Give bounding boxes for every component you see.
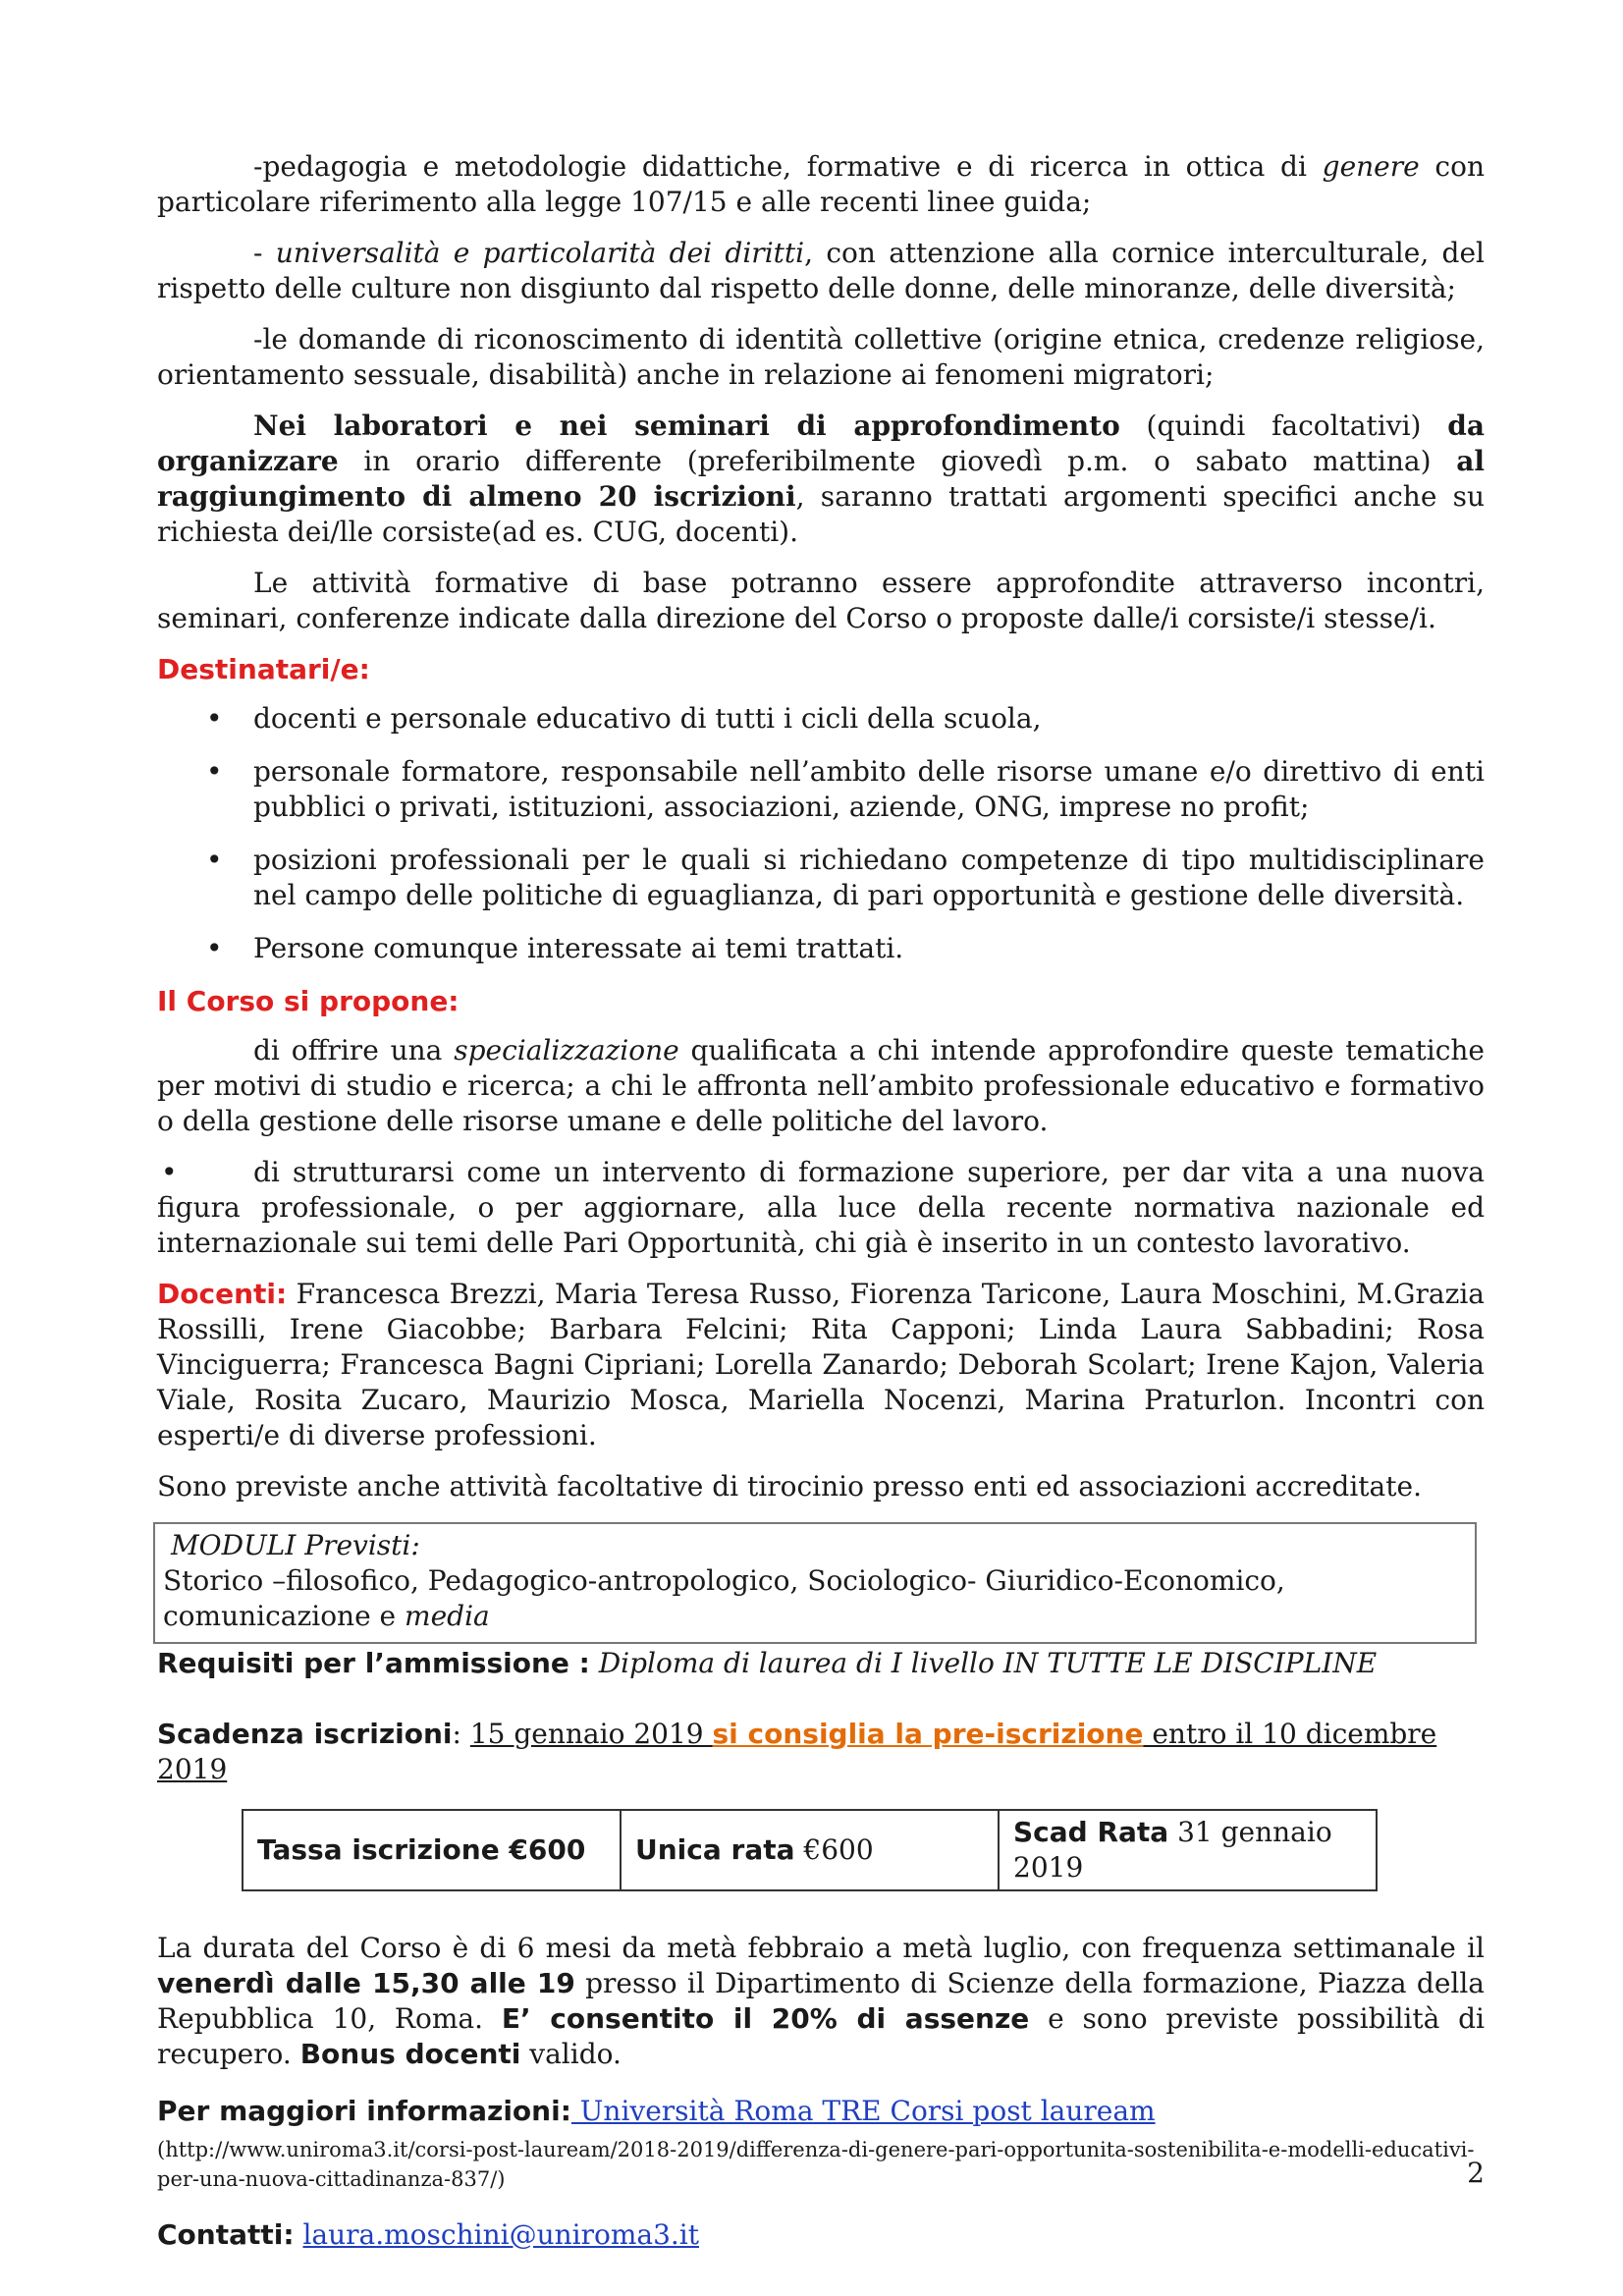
list-item-text: Persone comunque interessate ai temi trattati. — [253, 932, 904, 964]
paragraph-propone-2 — [157, 1155, 1485, 1261]
list-item — [157, 754, 1485, 825]
paragraph-diritti — [157, 236, 1485, 306]
text: e sono previste possibilità di recupero. — [157, 2002, 1486, 2070]
table-row — [243, 1810, 1377, 1890]
contatti-line — [157, 2217, 1485, 2253]
text: , con attenzione alla cornice interculturale, del rispetto delle culture non disgiunto dal rispetto delle donne, delle minoranze, delle diversità; — [157, 237, 1485, 304]
text-italic: genere — [1322, 150, 1420, 183]
moduli-title: MODULI Previsti: — [171, 1529, 420, 1561]
fee-label: Tassa iscrizione €600 — [257, 1833, 586, 1866]
bullet-icon: • — [206, 932, 223, 964]
text: qualificata a chi intende approfondire queste tematiche per motivi di studio e ricerca; a chi le affronta nell’ambito professionale educativo e formativo o della gestione delle risorse umane e delle politiche del lavoro. — [157, 1034, 1485, 1137]
text: in orario differente (preferibilmente giovedì p.m. o sabato mattina) — [338, 445, 1457, 477]
text: di offrire una — [253, 1034, 455, 1066]
document-page — [157, 149, 1485, 2253]
scadenza-label: Scadenza iscrizioni — [157, 1718, 453, 1750]
bullet-icon: • — [206, 702, 223, 735]
bullet-icon: • — [206, 755, 223, 788]
text: : — [452, 1718, 470, 1750]
paragraph-attivita: Le attività formative di base potranno essere approfondite attraverso incontri, seminari, conferenze indicate dalla direzione del Corso o proposte dalle/i corsiste/i stesse/i. — [157, 567, 1485, 634]
text-italic: specializzazione — [454, 1034, 679, 1066]
fee-value: 31 gennaio 2019 — [1013, 1816, 1332, 1884]
paragraph-docenti — [157, 1277, 1485, 1453]
bullet-icon: • — [161, 1156, 178, 1188]
fees-table — [242, 1809, 1378, 1891]
text: La durata del Corso è di 6 mesi da metà febbraio a metà luglio, con frequenza settimanale il — [157, 1932, 1485, 1964]
requisiti-label: Requisiti per l’ammissione : — [157, 1647, 590, 1679]
info-line — [157, 2094, 1485, 2129]
list-item — [157, 931, 1485, 966]
fee-label: Scad Rata — [1013, 1816, 1169, 1848]
text: (quindi facoltativi) — [1119, 410, 1448, 442]
scadenza-line — [157, 1717, 1485, 1787]
fee-cell-rata — [621, 1810, 999, 1890]
list-item-text: posizioni professionali per le quali si richiedano competenze di tipo multidisciplinare nel campo delle politiche di eguaglianza, di pari opportunità e gestione delle diversità. — [253, 844, 1485, 911]
requisiti-line — [157, 1646, 1485, 1681]
text: , saranno trattati argomenti specifici anche su richiesta dei/lle corsiste(ad es. CUG, docenti). — [157, 480, 1485, 548]
text: con particolare riferimento alla legge 107/15 e alle recenti linee guida; — [157, 150, 1485, 218]
list-item — [157, 701, 1485, 737]
paragraph-pedagogia — [157, 149, 1485, 220]
paragraph-durata — [157, 1931, 1485, 2072]
paragraph-tirocinio: Sono previste anche attività facoltative di tirocinio presso enti ed associazioni accreditate. — [157, 1470, 1422, 1503]
list-item-text: personale formatore, responsabile nell’ambito delle risorse umane e/o direttivo di enti pubblici o privati, istituzioni, associazioni, aziende, ONG, imprese no profit; — [253, 755, 1485, 823]
text-italic: media — [405, 1600, 490, 1632]
list-item-text: docenti e personale educativo di tutti i cicli della scuola, — [253, 702, 1042, 735]
fee-cell-scadenza — [999, 1810, 1377, 1890]
text: - — [253, 237, 276, 269]
paragraph-laboratori — [157, 409, 1485, 550]
text: valido. — [520, 2038, 622, 2070]
scadenza-rest: entro il 10 dicembre 2019 — [157, 1718, 1437, 1785]
fee-value: €600 — [794, 1833, 874, 1866]
heading-destinatari: Destinatari/e: — [157, 653, 370, 685]
text-bold: venerdì dalle 15,30 alle 19 — [157, 1967, 575, 1999]
text-bold: al raggiungimento di almeno 20 iscrizioni — [157, 445, 1485, 513]
paragraph-identita: -le domande di riconoscimento di identità collettive (origine etnica, credenze religiose, orientamento sessuale, disabilità) anche in relazione ai fenomeni migratori; — [157, 323, 1485, 391]
info-url: (http://www.uniroma3.it/corsi-post-lauream/2018-2019/differenza-di-genere-pari-opportunita-sostenibilita-e-modelli-educativi-per-una-nuova-cittadinanza-837/) — [157, 2138, 1475, 2191]
bullet-icon: • — [206, 844, 223, 876]
destinatari-list — [157, 701, 1485, 966]
paragraph-propone-1 — [157, 1033, 1485, 1139]
moduli-box — [153, 1522, 1477, 1644]
moduli-text — [163, 1563, 1465, 1634]
docenti-label: Docenti: — [157, 1278, 288, 1310]
info-link[interactable]: Università Roma TRE Corsi post lauream — [570, 2095, 1156, 2127]
heading-propone: Il Corso si propone: — [157, 985, 460, 1017]
fee-cell-tassa — [243, 1810, 621, 1890]
scadenza-advice: si consiglia la pre-iscrizione — [712, 1718, 1144, 1750]
text: -pedagogia e metodologie didattiche, formative e di ricerca in ottica di — [253, 150, 1323, 183]
email-link[interactable]: laura.moschini@uniroma3.it — [302, 2218, 699, 2251]
text-bold: E’ consentito il 20% di assenze — [501, 2002, 1030, 2035]
scadenza-date: 15 gennaio 2019 — [469, 1718, 713, 1750]
fee-label: Unica rata — [635, 1833, 795, 1866]
text-bold: da organizzare — [157, 410, 1485, 477]
docenti-names: Francesca Brezzi, Maria Teresa Russo, Fiorenza Taricone, Laura Moschini, M.Grazia Rossilli, Irene Giacobbe; Barbara Felcini; Rita Capponi; Linda Laura Sabbadini; Rosa Vinciguerra; Francesca Bagni Cipriani; Lorella Zanardo; Deborah Scolart; Irene Kajon, Valeria Viale, Rosita Zucaro, Maurizio Mosca, Mariella Nocenzi, Marina Praturlon. Incontri con esperti/e di diverse professioni. — [157, 1278, 1485, 1451]
page-number: 2 — [1467, 2157, 1485, 2189]
text: Storico –filosofico, Pedagogico-antropologico, Sociologico- Giuridico-Economico, comunicazione e — [163, 1564, 1285, 1632]
requisiti-value: Diploma di laurea di I livello IN TUTTE LE DISCIPLINE — [589, 1647, 1378, 1679]
text-bold: Bonus docenti — [299, 2038, 521, 2070]
list-item — [157, 843, 1485, 913]
text: presso il Dipartimento di Scienze della formazione, Piazza della Repubblica 10, Roma. — [157, 1967, 1485, 2035]
contatti-label: Contatti: — [157, 2218, 295, 2251]
text: di strutturarsi come un intervento di formazione superiore, per dar vita a una nuova figura professionale, o per aggiornare, alla luce della recente normativa nazionale ed internazionale sui temi delle Pari Opportunità, chi già è inserito in un contesto lavorativo. — [157, 1156, 1485, 1259]
text-italic: universalità e particolarità dei diritti — [275, 237, 805, 269]
text-bold: Nei laboratori e nei seminari di approfondimento — [253, 410, 1120, 442]
info-label: Per maggiori informazioni: — [157, 2095, 571, 2127]
